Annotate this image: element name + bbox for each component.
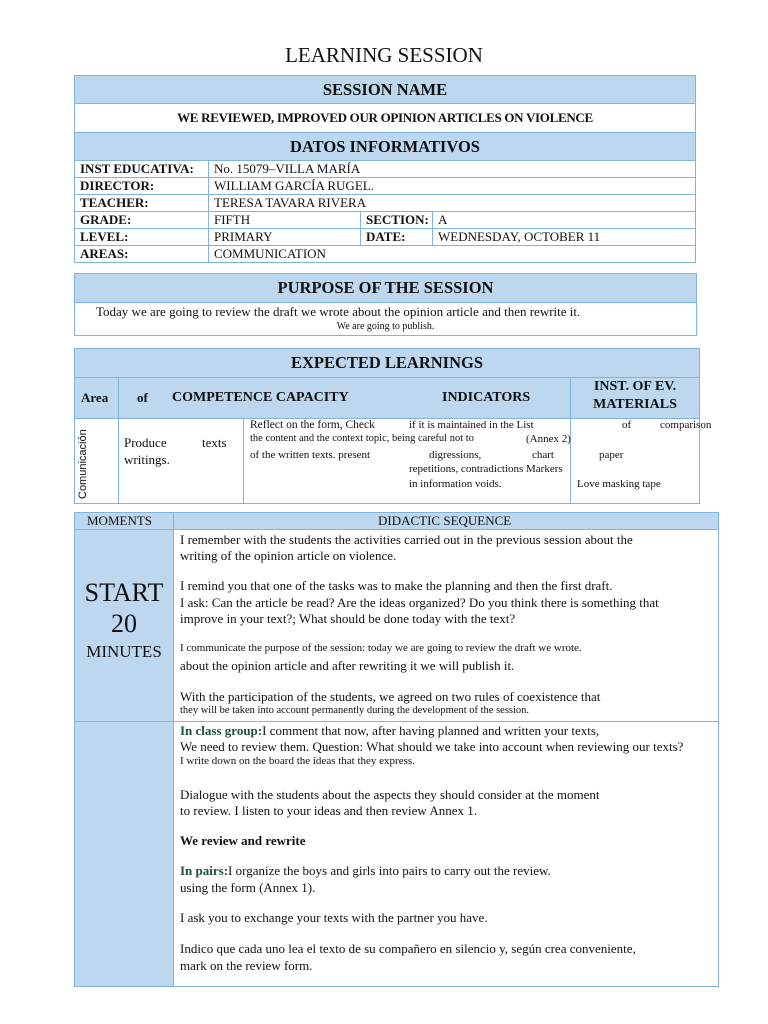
session-name-header: SESSION NAME xyxy=(75,76,696,104)
page-title: LEARNING SESSION xyxy=(285,43,483,67)
pairs-text: I organize the boys and girls into pairs to carry out the review. xyxy=(228,863,551,878)
pairs-line xyxy=(180,863,551,879)
seq-p2c: improve in your text?; What should be done today with the text? xyxy=(180,611,516,626)
expected-learnings-table xyxy=(74,348,712,504)
seq-p4a: With the participation of the students, we agreed on two rules of coexistence that xyxy=(180,689,601,704)
seq-p2a: I remind you that one of the tasks was to make the planning and then the first draft. xyxy=(180,578,613,593)
areas-label: AREAS: xyxy=(75,246,209,263)
indicator-of: of xyxy=(622,419,632,431)
expected-columns-row xyxy=(75,378,699,419)
moments-table xyxy=(74,512,719,987)
level-label: LEVEL: xyxy=(75,229,209,246)
director-label: DIRECTOR: xyxy=(75,178,209,195)
indicator-annex: (Annex 2) xyxy=(526,433,571,445)
indicator-line-5: in information voids. xyxy=(409,478,502,490)
col-moments: MOMENTS xyxy=(87,513,153,528)
indicator-chart: chart xyxy=(532,449,554,461)
purpose-line-1: Today we are going to review the draft we wrote about the opinion article and then rewrite it. xyxy=(96,304,581,319)
minutes-label: MINUTES xyxy=(86,642,162,661)
start-label: START xyxy=(84,578,164,607)
seq-p3a: I communicate the purpose of the session: today we are going to review the draft we wrote. xyxy=(180,642,582,654)
col-indicators: INDICATORS xyxy=(442,390,531,405)
competence-2: texts xyxy=(202,435,227,450)
teacher-label: TEACHER: xyxy=(75,195,209,212)
seq-ex1: I ask you to exchange your texts with the partner you have. xyxy=(180,910,488,925)
grade-label: GRADE: xyxy=(75,212,209,229)
review-heading: We review and rewrite xyxy=(180,833,306,848)
purpose-box xyxy=(74,273,697,336)
col-inst: INST. OF EV. xyxy=(593,379,677,394)
section-value: A xyxy=(433,212,696,229)
divider xyxy=(174,721,718,722)
capacity-line-2: the content and the context topic, being careful not to xyxy=(250,433,474,444)
moments-header-row xyxy=(75,513,718,530)
indicator-line-3: digressions, xyxy=(429,449,482,461)
inst-value: No. 15079–VILLA MARÍA xyxy=(209,161,696,178)
col-sequence: DIDACTIC SEQUENCE xyxy=(378,513,512,528)
director-value: WILLIAM GARCÍA RUGEL. xyxy=(209,178,696,195)
purpose-header: PURPOSE OF THE SESSION xyxy=(75,274,696,303)
seq-p4b: they will be taken into account permanently during the development of the session. xyxy=(180,705,530,716)
purpose-line-2: We are going to publish. xyxy=(336,321,435,332)
seq-in1: Indico que cada uno lea el texto de su compañero en silencio y, según crea conveniente, xyxy=(180,941,636,956)
session-info-table xyxy=(74,75,696,263)
class-group-line xyxy=(180,723,599,739)
date-label: DATE: xyxy=(361,229,433,246)
seq-p2b: I ask: Can the article be read? Are the ideas organized? Do you think there is something that xyxy=(180,595,659,610)
seq-cg2: We need to review them. Question: What should we take into account when reviewing our texts? xyxy=(180,739,684,754)
divider xyxy=(173,513,174,529)
class-group-text: I comment that now, after having planned and written your texts, xyxy=(262,723,600,738)
divider xyxy=(570,419,571,503)
seq-pr2: using the form (Annex 1). xyxy=(180,880,316,895)
areas-value: COMMUNICATION xyxy=(209,246,696,263)
area-value: Comunicación xyxy=(77,429,89,499)
seq-p1a: I remember with the students the activities carried out in the previous session about the xyxy=(180,532,633,547)
grade-value: FIFTH xyxy=(209,212,361,229)
competence-3: writings. xyxy=(124,452,170,467)
info-header: DATOS INFORMATIVOS xyxy=(75,133,696,161)
indicator-line-1: if it is maintained in the List xyxy=(409,419,534,431)
competence-1: Produce xyxy=(124,435,167,450)
capacity-line-1: Reflect on the form, Check xyxy=(250,419,375,431)
divider xyxy=(118,378,119,418)
divider xyxy=(75,721,173,722)
seq-p3b: about the opinion article and after rewriting it we will publish it. xyxy=(180,658,515,673)
inst-label: INST EDUCATIVA: xyxy=(75,161,209,178)
seq-p1b: writing of the opinion article on violence. xyxy=(180,548,397,563)
material-tape: Love masking tape xyxy=(577,478,661,490)
seq-in2: mark on the review form. xyxy=(180,958,313,973)
level-value: PRIMARY xyxy=(209,229,361,246)
col-materials: MATERIALS xyxy=(593,397,677,412)
minutes-number: 20 xyxy=(111,609,137,638)
expected-header: EXPECTED LEARNINGS xyxy=(75,349,699,378)
material-paper: paper xyxy=(599,449,624,461)
divider xyxy=(243,419,244,503)
section-label: SECTION: xyxy=(361,212,433,229)
seq-d1: Dialogue with the students about the aspects they should consider at the moment xyxy=(180,787,600,802)
indicator-line-4: repetitions, contradictions Markers xyxy=(409,463,563,475)
session-name-value: WE REVIEWED, IMPROVED OUR OPINION ARTICLES ON VIOLENCE xyxy=(75,104,696,133)
pairs-label: In pairs: xyxy=(180,863,229,878)
indicator-comparison: comparison xyxy=(660,419,712,431)
divider xyxy=(118,419,119,503)
class-group-label: In class group: xyxy=(180,723,263,738)
date-value: WEDNESDAY, OCTOBER 11 xyxy=(433,229,696,246)
capacity-line-3: of the written texts. present xyxy=(250,449,371,461)
col-area: Area xyxy=(81,390,109,405)
divider xyxy=(570,378,571,418)
teacher-value: TERESA TAVARA RIVERA xyxy=(209,195,696,212)
col-of: of xyxy=(137,390,148,405)
col-competence: COMPETENCE CAPACITY xyxy=(172,390,349,405)
seq-cg3: I write down on the board the ideas that they express. xyxy=(180,755,415,767)
seq-d2: to review. I listen to your ideas and then review Annex 1. xyxy=(180,803,477,818)
moments-left-column xyxy=(75,530,174,986)
